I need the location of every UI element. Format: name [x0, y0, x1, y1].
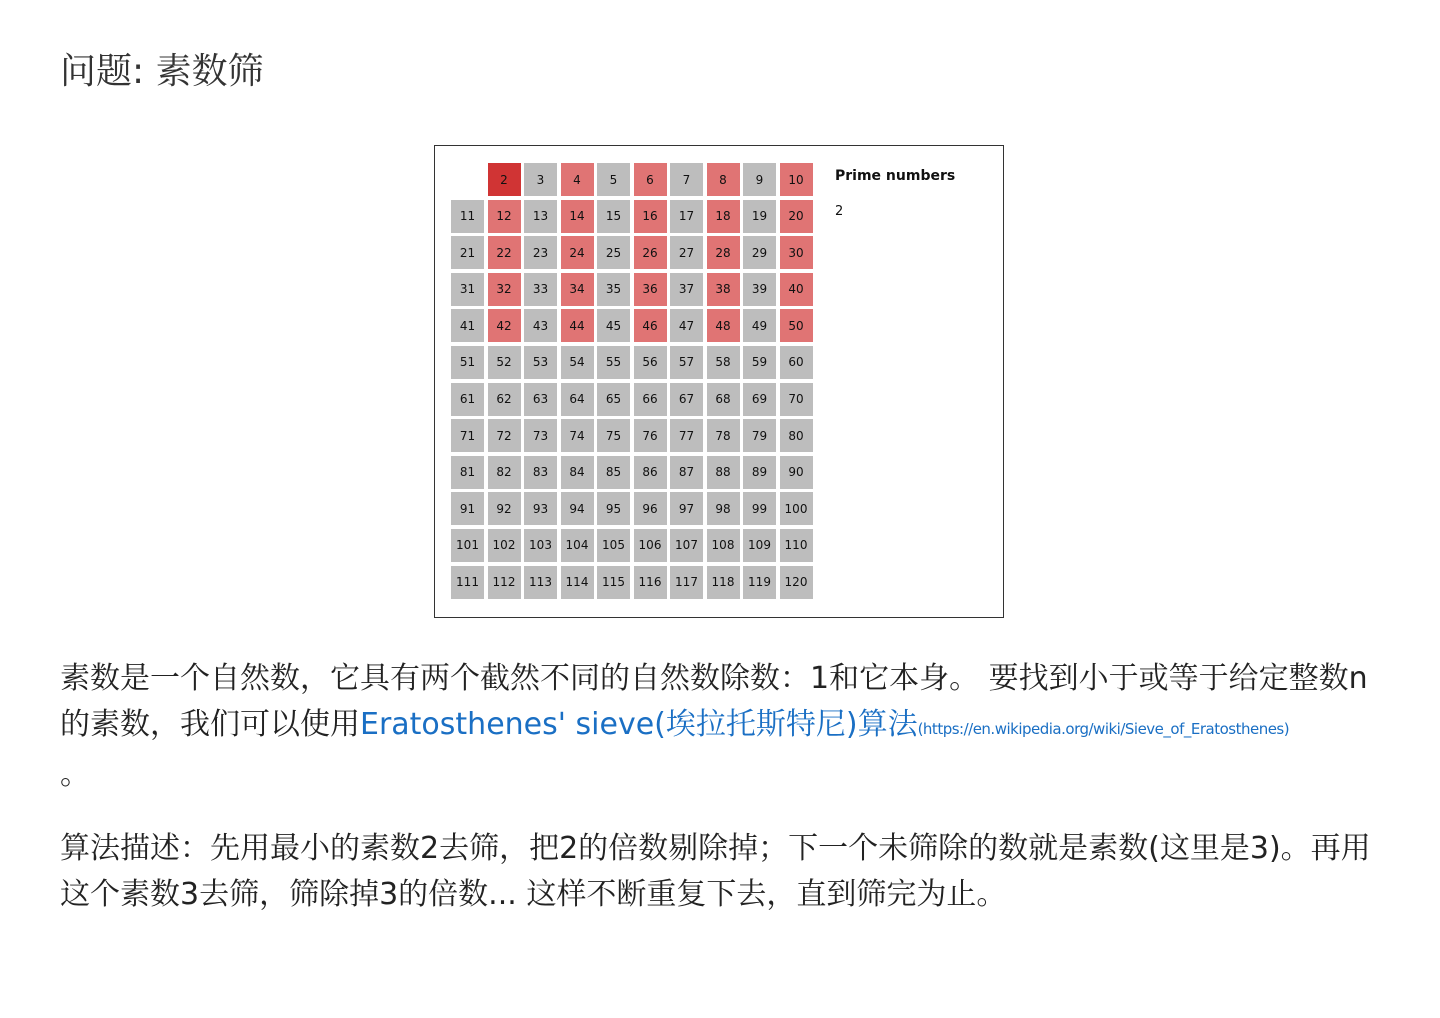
sieve-cell-3: 3	[524, 163, 557, 196]
sieve-cell-23: 23	[524, 236, 557, 269]
sieve-cell-120: 120	[780, 566, 813, 599]
sieve-cell-33: 33	[524, 273, 557, 306]
sieve-cell-29: 29	[743, 236, 776, 269]
sieve-cell-110: 110	[780, 529, 813, 562]
sieve-cell-115: 115	[597, 566, 630, 599]
sieve-cell-36: 36	[634, 273, 667, 306]
sieve-cell-102: 102	[488, 529, 521, 562]
sieve-cell-87: 87	[670, 456, 703, 489]
sieve-cell-76: 76	[634, 419, 667, 452]
sieve-cell-37: 37	[670, 273, 703, 306]
sieve-cell-70: 70	[780, 383, 813, 416]
sieve-cell-empty	[451, 163, 484, 196]
sieve-cell-65: 65	[597, 383, 630, 416]
sieve-cell-96: 96	[634, 492, 667, 525]
sieve-cell-32: 32	[488, 273, 521, 306]
sieve-cell-73: 73	[524, 419, 557, 452]
sieve-cell-9: 9	[743, 163, 776, 196]
sieve-cell-101: 101	[451, 529, 484, 562]
sieve-cell-60: 60	[780, 346, 813, 379]
sieve-cell-95: 95	[597, 492, 630, 525]
sieve-cell-13: 13	[524, 200, 557, 233]
sieve-cell-38: 38	[707, 273, 740, 306]
sieve-cell-12: 12	[488, 200, 521, 233]
sieve-cell-86: 86	[634, 456, 667, 489]
sieve-cell-64: 64	[561, 383, 594, 416]
sieve-cell-41: 41	[451, 309, 484, 342]
sieve-cell-80: 80	[780, 419, 813, 452]
sieve-cell-15: 15	[597, 200, 630, 233]
sieve-cell-56: 56	[634, 346, 667, 379]
sieve-cell-89: 89	[743, 456, 776, 489]
sieve-cell-6: 6	[634, 163, 667, 196]
sieve-cell-117: 117	[670, 566, 703, 599]
sieve-cell-69: 69	[743, 383, 776, 416]
sieve-cell-94: 94	[561, 492, 594, 525]
sieve-cell-34: 34	[561, 273, 594, 306]
sieve-cell-26: 26	[634, 236, 667, 269]
sieve-cell-44: 44	[561, 309, 594, 342]
sieve-cell-51: 51	[451, 346, 484, 379]
intro-period: 。	[60, 757, 90, 792]
sieve-cell-118: 118	[707, 566, 740, 599]
sieve-cell-85: 85	[597, 456, 630, 489]
sieve-cell-82: 82	[488, 456, 521, 489]
sieve-animation-figure	[434, 145, 1004, 618]
sieve-cell-77: 77	[670, 419, 703, 452]
sieve-cell-52: 52	[488, 346, 521, 379]
link-url-text: (https://en.wikipedia.org/wiki/Sieve_of_Eratosthenes)	[917, 720, 1290, 738]
sieve-cell-27: 27	[670, 236, 703, 269]
sieve-cell-109: 109	[743, 529, 776, 562]
sieve-cell-74: 74	[561, 419, 594, 452]
sieve-cell-108: 108	[707, 529, 740, 562]
sieve-cell-54: 54	[561, 346, 594, 379]
sieve-cell-114: 114	[561, 566, 594, 599]
sieve-cell-63: 63	[524, 383, 557, 416]
sieve-cell-48: 48	[707, 309, 740, 342]
sieve-cell-116: 116	[634, 566, 667, 599]
sieve-cell-105: 105	[597, 529, 630, 562]
sieve-cell-45: 45	[597, 309, 630, 342]
sieve-cell-90: 90	[780, 456, 813, 489]
algorithm-description-paragraph: 算法描述：先用最小的素数2去筛，把2的倍数剔除掉；下一个未筛除的数就是素数(这里是3)。再用这个素数3去筛，筛除掉3的倍数... 这样不断重复下去，直到筛完为止。	[60, 831, 1371, 912]
sieve-cell-106: 106	[634, 529, 667, 562]
sieve-cell-40: 40	[780, 273, 813, 306]
sieve-cell-5: 5	[597, 163, 630, 196]
sieve-cell-55: 55	[597, 346, 630, 379]
sieve-cell-35: 35	[597, 273, 630, 306]
sieve-cell-66: 66	[634, 383, 667, 416]
sieve-cell-72: 72	[488, 419, 521, 452]
prime-numbers-list: 2	[835, 204, 844, 219]
sieve-cell-11: 11	[451, 200, 484, 233]
sieve-cell-71: 71	[451, 419, 484, 452]
sieve-cell-49: 49	[743, 309, 776, 342]
sieve-cell-10: 10	[780, 163, 813, 196]
intro-paragraph	[60, 656, 1380, 798]
sieve-cell-83: 83	[524, 456, 557, 489]
prime-numbers-heading: Prime numbers	[835, 168, 956, 184]
sieve-cell-14: 14	[561, 200, 594, 233]
sieve-cell-104: 104	[561, 529, 594, 562]
sieve-cell-16: 16	[634, 200, 667, 233]
sieve-cell-20: 20	[780, 200, 813, 233]
sieve-cell-2: 2	[488, 163, 521, 196]
sieve-cell-97: 97	[670, 492, 703, 525]
sieve-cell-42: 42	[488, 309, 521, 342]
sieve-cell-84: 84	[561, 456, 594, 489]
sieve-cell-57: 57	[670, 346, 703, 379]
sieve-cell-30: 30	[780, 236, 813, 269]
intro-text: 素数是一个自然数，它具有两个截然不同的自然数除数：1和它本身。 要找到小于或等于给定整数n的素数，我们可以使用	[60, 661, 1368, 742]
sieve-cell-103: 103	[524, 529, 557, 562]
sieve-cell-8: 8	[707, 163, 740, 196]
sieve-cell-78: 78	[707, 419, 740, 452]
sieve-cell-62: 62	[488, 383, 521, 416]
sieve-cell-92: 92	[488, 492, 521, 525]
sieve-cell-93: 93	[524, 492, 557, 525]
sieve-cell-24: 24	[561, 236, 594, 269]
sieve-cell-119: 119	[743, 566, 776, 599]
sieve-cell-58: 58	[707, 346, 740, 379]
sieve-cell-98: 98	[707, 492, 740, 525]
page-title: 问题: 素数筛	[60, 51, 264, 92]
sieve-cell-112: 112	[488, 566, 521, 599]
sieve-cell-4: 4	[561, 163, 594, 196]
sieve-cell-31: 31	[451, 273, 484, 306]
sieve-cell-43: 43	[524, 309, 557, 342]
sieve-cell-113: 113	[524, 566, 557, 599]
sieve-cell-61: 61	[451, 383, 484, 416]
sieve-cell-88: 88	[707, 456, 740, 489]
sieve-cell-79: 79	[743, 419, 776, 452]
sieve-cell-75: 75	[597, 419, 630, 452]
eratosthenes-link[interactable]: Eratosthenes' sieve(埃拉托斯特尼)算法	[360, 707, 918, 742]
sieve-cell-39: 39	[743, 273, 776, 306]
sieve-cell-25: 25	[597, 236, 630, 269]
sieve-cell-21: 21	[451, 236, 484, 269]
sieve-cell-7: 7	[670, 163, 703, 196]
sieve-cell-46: 46	[634, 309, 667, 342]
sieve-cell-19: 19	[743, 200, 776, 233]
sieve-cell-81: 81	[451, 456, 484, 489]
sieve-number-grid	[451, 163, 813, 599]
sieve-cell-67: 67	[670, 383, 703, 416]
sieve-cell-111: 111	[451, 566, 484, 599]
sieve-cell-91: 91	[451, 492, 484, 525]
sieve-cell-17: 17	[670, 200, 703, 233]
sieve-cell-107: 107	[670, 529, 703, 562]
sieve-cell-50: 50	[780, 309, 813, 342]
sieve-cell-18: 18	[707, 200, 740, 233]
sieve-cell-53: 53	[524, 346, 557, 379]
sieve-cell-100: 100	[780, 492, 813, 525]
sieve-cell-99: 99	[743, 492, 776, 525]
sieve-cell-59: 59	[743, 346, 776, 379]
sieve-cell-28: 28	[707, 236, 740, 269]
sieve-cell-68: 68	[707, 383, 740, 416]
sieve-cell-47: 47	[670, 309, 703, 342]
sieve-cell-22: 22	[488, 236, 521, 269]
